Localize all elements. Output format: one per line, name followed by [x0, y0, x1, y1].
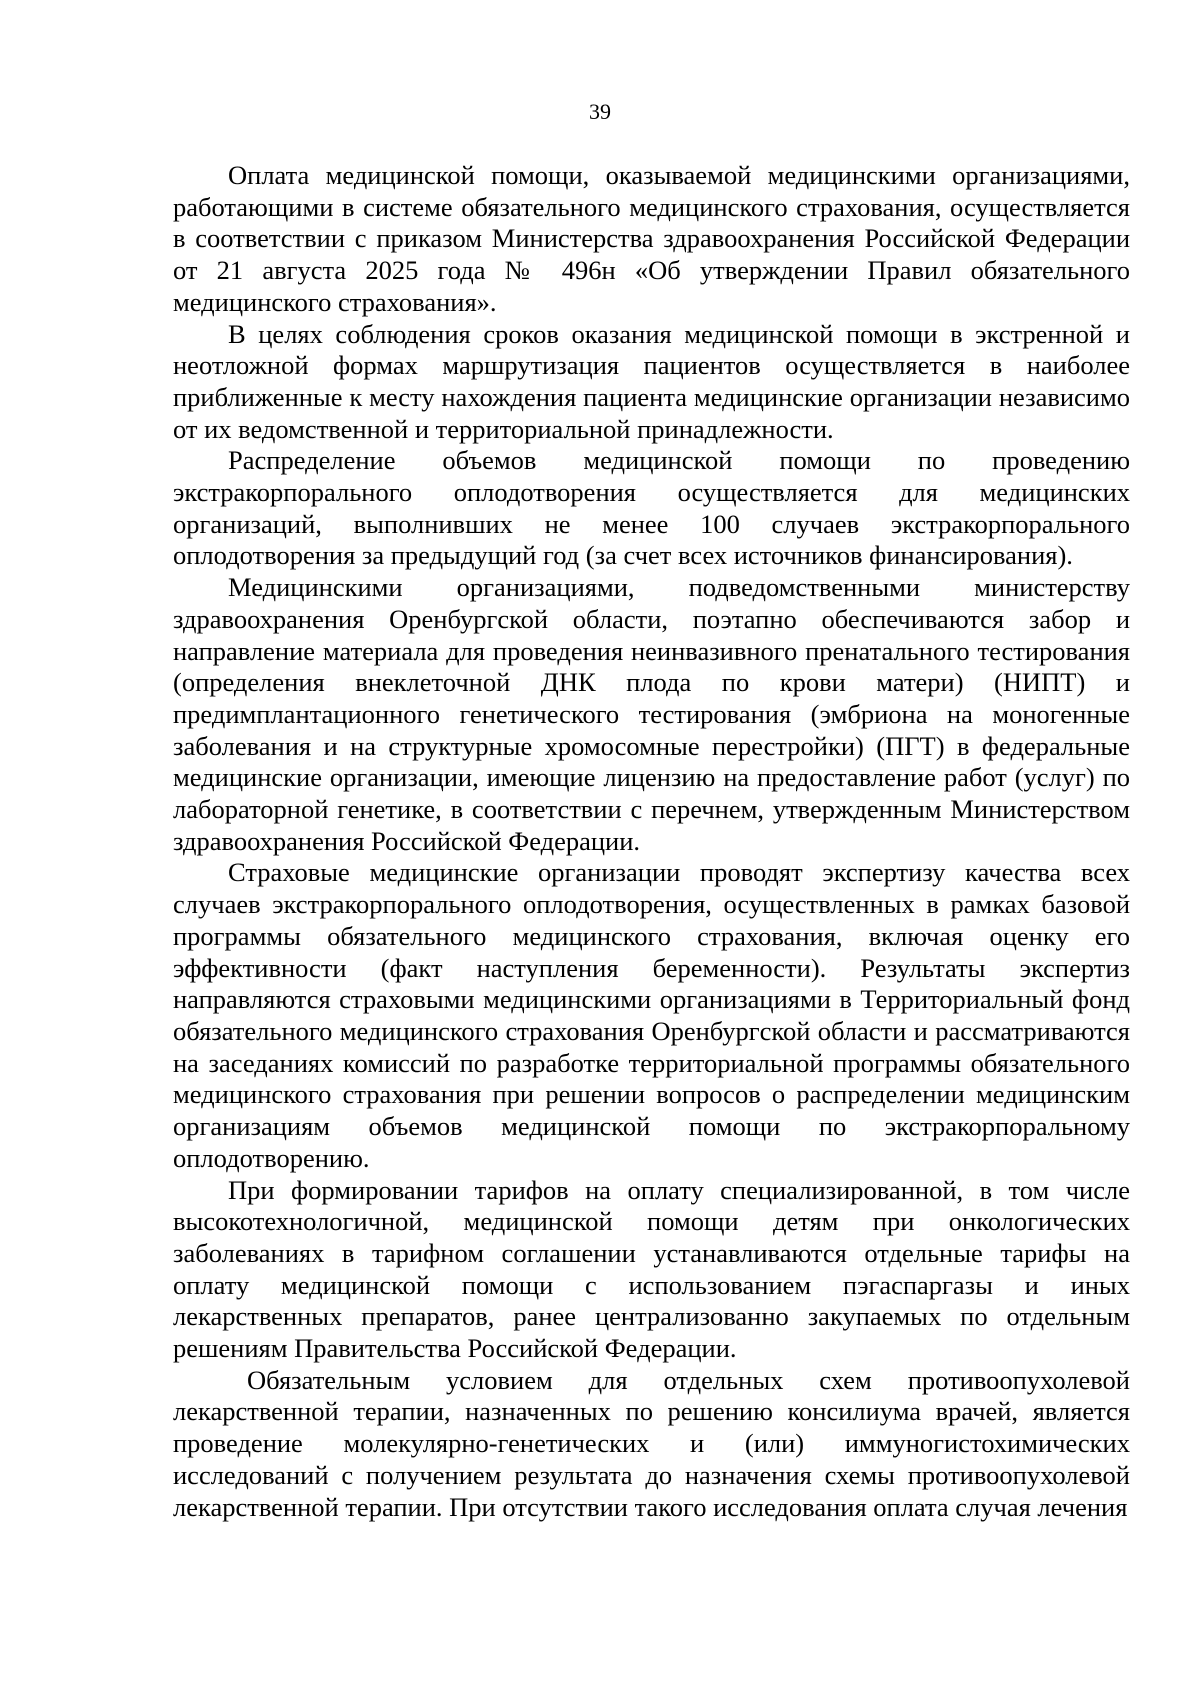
paragraph-6: При формировании тарифов на оплату специализированной, в том числе высокотехнологичной, медицинской помощи детям при онкологических заболеваниях в тарифном соглашении устанавливаются отдельные тарифы на оплату медицинской помощи с использованием пэгаспаргазы и иных лекарственных препаратов, ранее централизованно закупаемых по отдельным решениям Правительства Российской Федерации. — [173, 1174, 1130, 1364]
paragraph-3: Распределение объемов медицинской помощи по проведению экстракорпорального оплодотворения осуществляется для медицинских организаций, выполнивших не менее 100 случаев экстракорпорального оплодотворения за предыдущий год (за счет всех источников финансирования). — [173, 445, 1130, 571]
paragraph-7: Обязательным условием для отдельных схем противоопухолевой лекарственной терапии, назначенных по решению консилиума врачей, является проведение молекулярно-генетических и (или) иммуногистохимических исследований с получением результата до назначения схемы противоопухолевой лекарственной терапии. При отсутствии такого исследования оплата случая лечения — [173, 1364, 1130, 1522]
page-number: 39 — [589, 99, 611, 124]
paragraph-2: В целях соблюдения сроков оказания медицинской помощи в экстренной и неотложной формах маршрутизация пациентов осуществляется в наиболее приближенные к месту нахождения пациента медицинские организации независимо от их ведомственной и территориальной принадлежности. — [173, 318, 1130, 444]
paragraph-5: Страховые медицинские организации проводят экспертизу качества всех случаев экстракорпорального оплодотворения, осуществленных в рамках базовой программы обязательного медицинского страхования, включая оценку его эффективности (факт наступления беременности). Результаты экспертиз направляются страховыми медицинскими организациями в Территориальный фонд обязательного медицинского страхования Оренбургской области и рассматриваются на заседаниях комиссий по разработке территориальной программы обязательного медицинского страхования при решении вопросов о распределении медицинским организациям объемов медицинской помощи по экстракорпоральному оплодотворению. — [173, 857, 1130, 1173]
document-body — [173, 160, 1130, 1523]
paragraph-1: Оплата медицинской помощи, оказываемой медицинскими организациями, работающими в системе обязательного медицинского страхования, осуществляется в соответствии с приказом Министерства здравоохранения Российской Федерации от 21 августа 2025 года № 496н «Об утверждении Правил обязательного медицинского страхования». — [173, 160, 1130, 317]
paragraph-4: Медицинскими организациями, подведомственными министерству здравоохранения Оренбургской области, поэтапно обеспечиваются забор и направление материала для проведения неинвазивного пренатального тестирования (определения внеклеточной ДНК плода по крови матери) (НИПТ) и предимплантационного генетического тестирования (эмбриона на моногенные заболевания и на структурные хромосомные перестройки) (ПГТ) в федеральные медицинские организации, имеющие лицензию на предоставление работ (услуг) по лабораторной генетике, в соответствии с перечнем, утвержденным Министерством здравоохранения Российской Федерации. — [173, 572, 1130, 856]
